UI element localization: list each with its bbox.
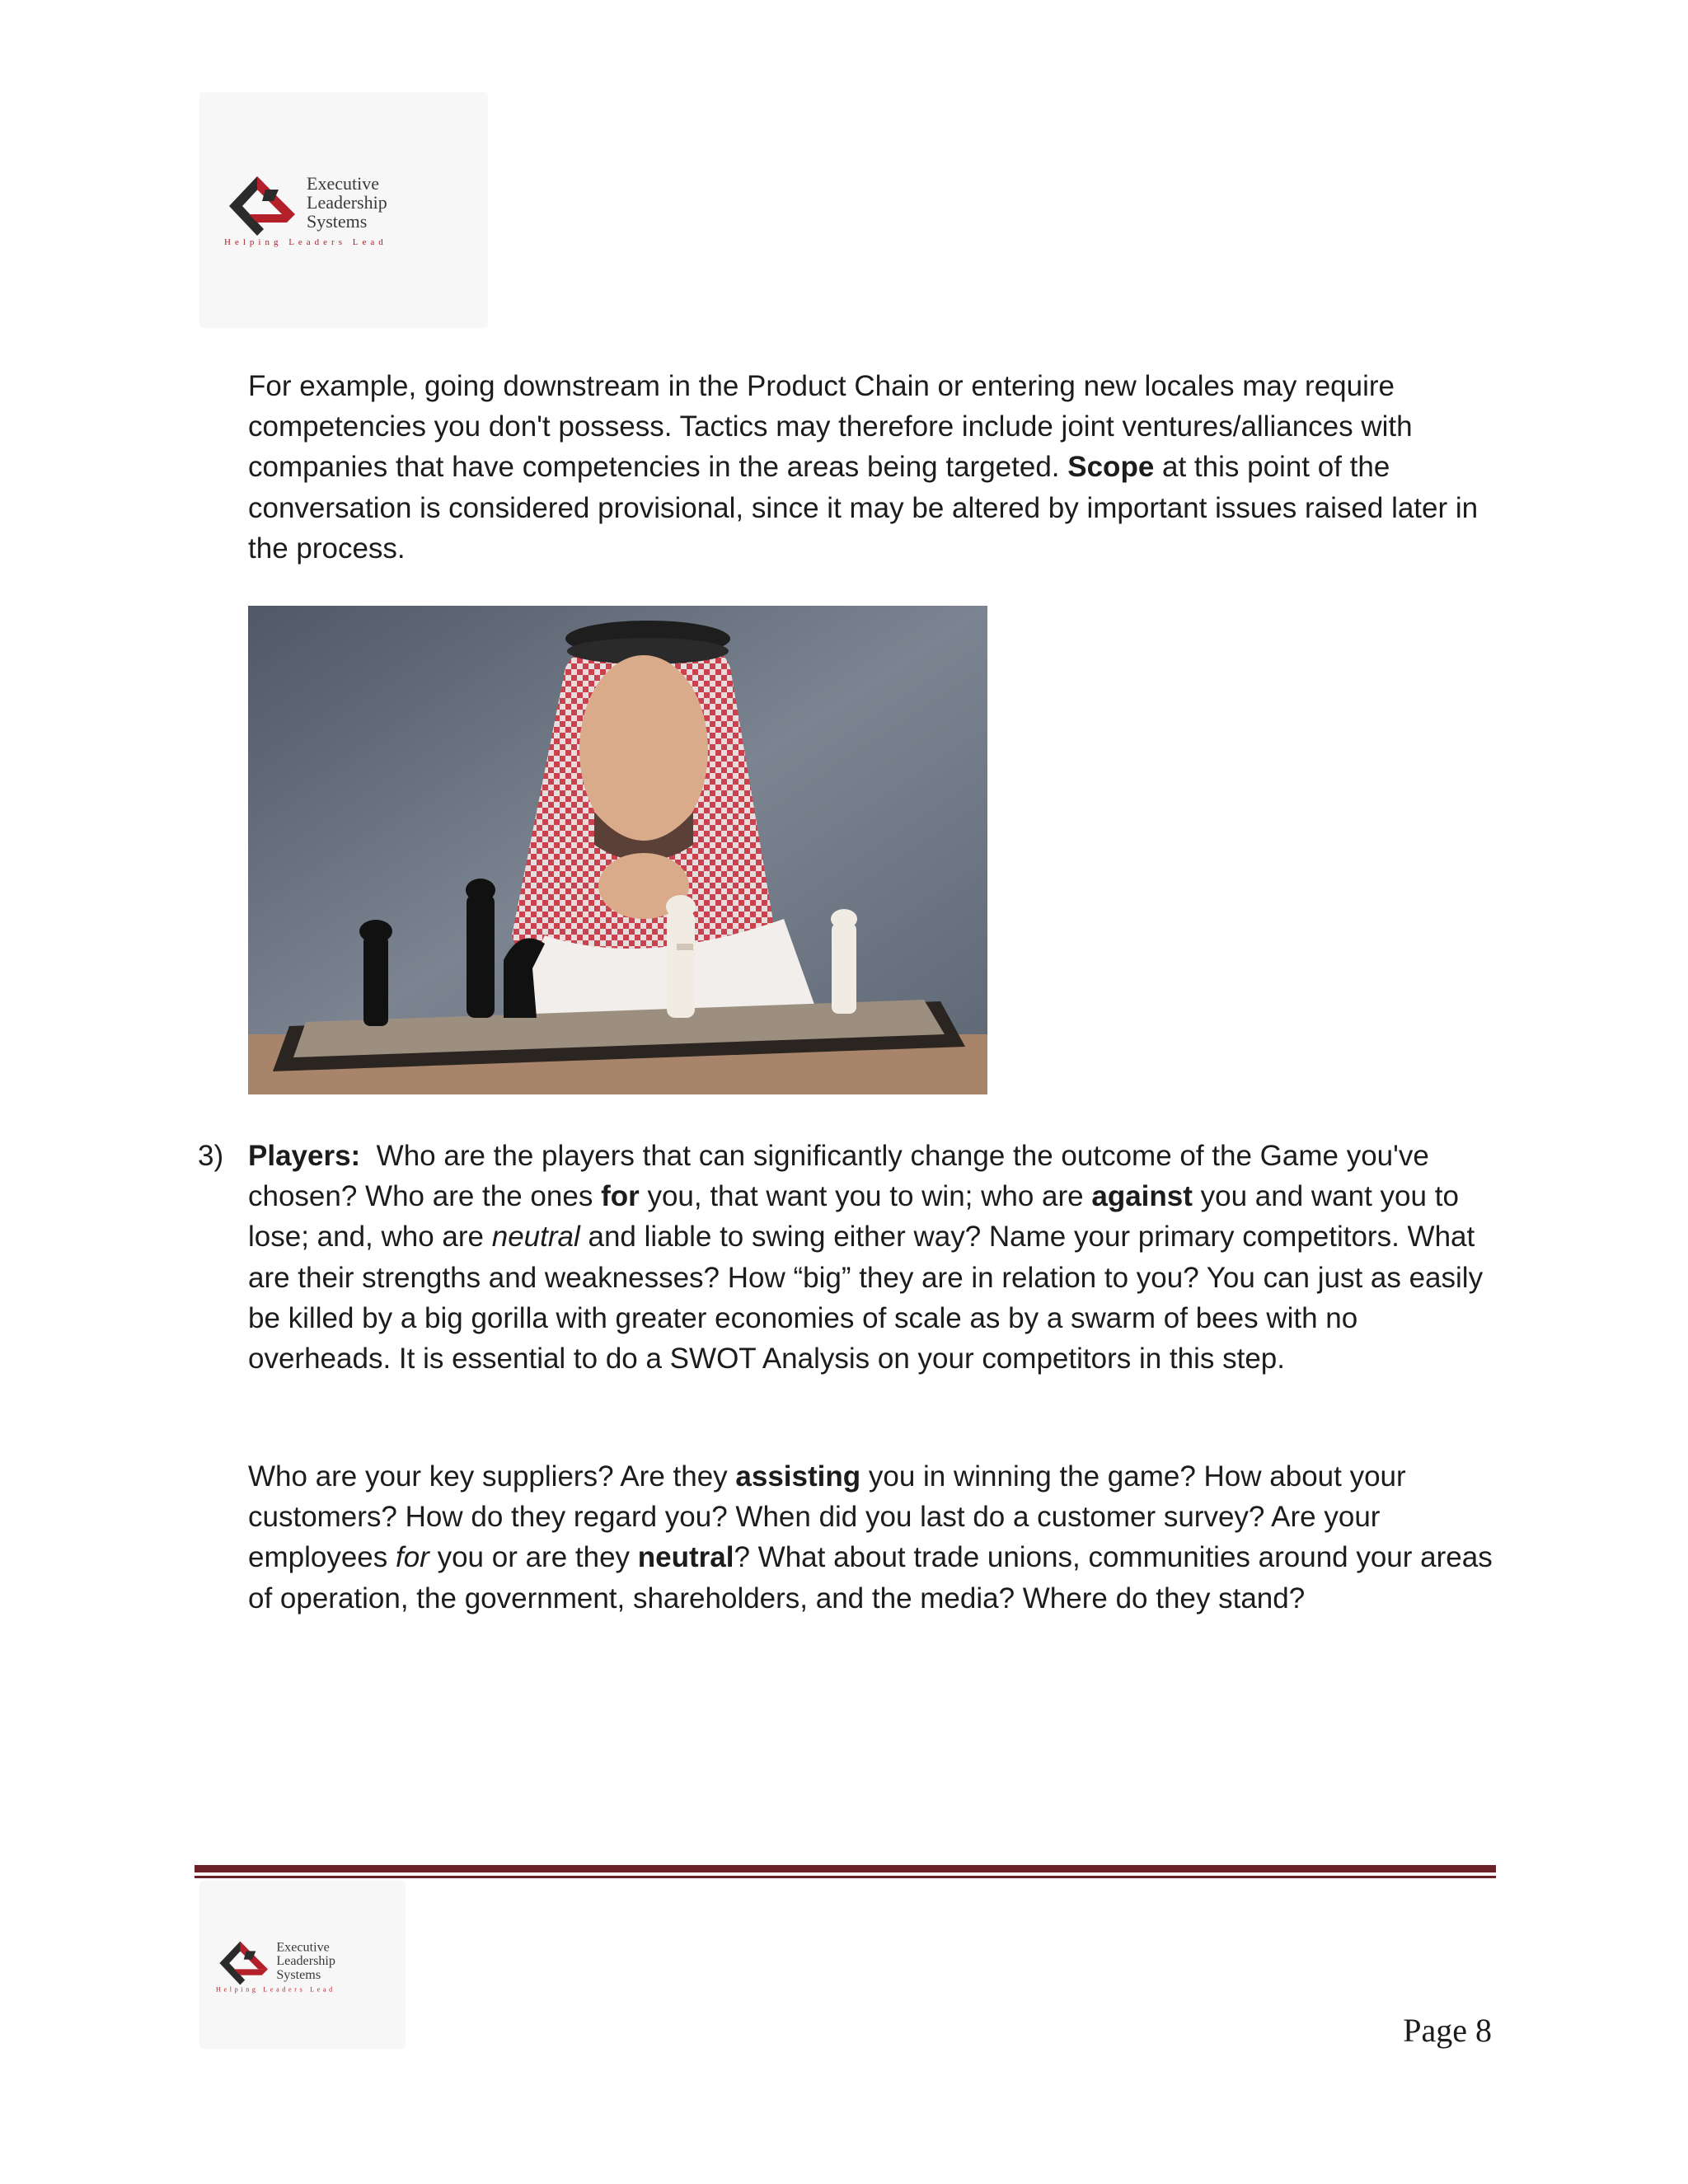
logo-tagline: Helping Leaders Lead xyxy=(224,237,387,247)
chess-player-photo xyxy=(248,606,987,1094)
footer-logo xyxy=(199,1881,406,2049)
footer-rule-thin xyxy=(195,1876,1496,1878)
list-number: 3) xyxy=(198,1140,224,1172)
logo-tagline: Helping Leaders Lead xyxy=(216,1985,335,1994)
company-logo xyxy=(199,92,488,328)
players-heading: Players: xyxy=(248,1140,361,1172)
logo-mark-icon xyxy=(216,1930,397,1996)
logo-line-2: Leadership xyxy=(276,1954,335,1969)
page-number: Page 8 xyxy=(1403,2012,1492,2049)
logo-mark-icon xyxy=(224,165,471,247)
scope-term: Scope xyxy=(1067,451,1155,484)
logo-line-1: Executive xyxy=(276,1940,330,1955)
logo-line-3: Systems xyxy=(307,211,368,232)
logo-line-2: Leadership xyxy=(307,192,387,213)
logo-line-1: Executive xyxy=(307,173,379,194)
players-paragraph: Players: Who are the players that can significantly change the outcome of the Game you've chosen? Who are the ones for you, that want you to win; who are against you and want you to lose; and, who are neutral and liable to swing either way? Name your primary competitors. What are their strengths and weaknesses? How “big” they are in relation to you? You can just as easily be killed by a big gorilla with greater economies of scale as by a swarm of bees with no overheads. It is essential to do a SWOT Analysis on your competitors in this step. xyxy=(248,1140,1484,1376)
intro-paragraph: For example, going downstream in the Product Chain or entering new locales may require competencies you don't possess. Tactics may therefore include joint ventures/alliances with companies that have competencies in the areas being targeted. Scope at this point of the conversation is considered provisional, since it may be altered by important issues raised later in the process. xyxy=(248,370,1479,565)
logo-line-3: Systems xyxy=(276,1968,321,1983)
suppliers-paragraph: Who are your key suppliers? Are they assisting you in winning the game? How about your customers? How do they regard you? When did you last do a customer survey? Are your employees for you or are they neutral? What about trade unions, communities around your areas of operation, the government, shareholders, and the media? Where do they stand? xyxy=(248,1460,1493,1615)
footer-rule xyxy=(195,1865,1496,1872)
